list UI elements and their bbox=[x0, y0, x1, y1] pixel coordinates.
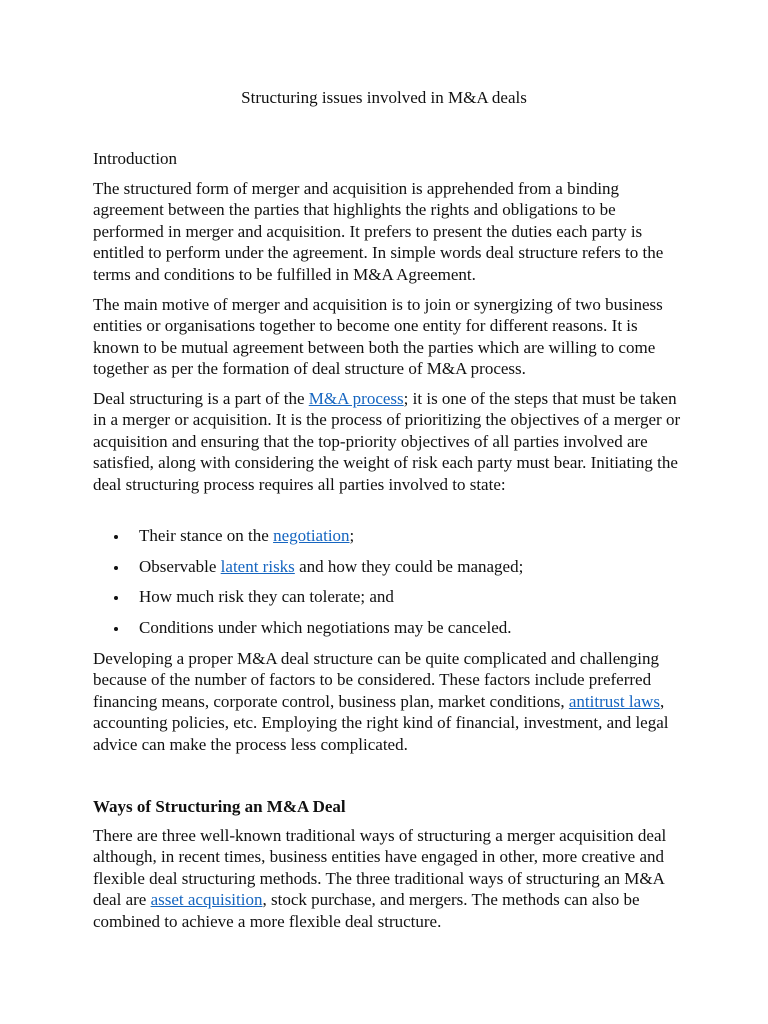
link-negotiation[interactable]: negotiation bbox=[273, 526, 350, 545]
paragraph-deal-structuring bbox=[93, 388, 683, 495]
text: ; bbox=[349, 526, 355, 545]
text: Observable bbox=[139, 556, 221, 576]
list-item bbox=[93, 617, 683, 648]
paragraph-intro: The structured form of merger and acquisition is apprehended from a binding agreement between the parties that highlights the rights and obligations to be performed in merger and acquisition. It prefers to present the duties each party is entitled to perform under the agreement. In simple words deal structure refers to the terms and conditions to be fulfilled in M&A Agreement. bbox=[93, 179, 664, 284]
text: ; it is one of the steps that must be taken in a merger or acquisition. It is the process of prioritizing the objectives of a merger or acquisition and ensuring that the top-priority objectives of all parties involved are satisfied, along with considering the weight of risk each party must bear. Initiating the deal structuring process requires all parties involved to state: bbox=[93, 389, 681, 494]
list-item bbox=[93, 556, 683, 587]
bullet-icon bbox=[114, 596, 118, 600]
text: Developing a proper M&A deal structure can be quite complicated and challenging because of the number of factors to be considered. These factors include preferred financing means, corporate control, business plan, market conditions, bbox=[93, 649, 659, 711]
document-title: Structuring issues involved in M&A deals bbox=[241, 88, 527, 107]
intro-heading: Introduction bbox=[93, 149, 178, 168]
requirements-list bbox=[93, 525, 683, 647]
text: and how they could be managed; bbox=[294, 556, 524, 576]
link-latent-risks[interactable]: latent risks bbox=[220, 556, 295, 576]
link-asset-acquisition[interactable]: asset acquisition bbox=[150, 890, 263, 910]
text: , accounting policies, etc. Employing the right kind of financial, investment, and legal advice can make the process less complicated. bbox=[93, 691, 669, 754]
text: Conditions under which negotiations may be canceled. bbox=[139, 617, 512, 637]
text: , stock purchase, and mergers. The methods can also be combined to achieve a more flexible deal structure. bbox=[93, 890, 640, 931]
bullet-icon bbox=[114, 566, 118, 570]
section-heading: Ways of Structuring an M&A Deal bbox=[93, 797, 346, 816]
bullet-icon bbox=[114, 627, 118, 631]
text: There are three well-known traditional ways of structuring a merger acquisition deal although, in recent times, business entities have engaged in other, more creative and flexible deal structuring methods. The three traditional ways of structuring an M&A deal are bbox=[93, 826, 667, 910]
text: Deal structuring is a part of the bbox=[93, 389, 309, 408]
list-item bbox=[93, 586, 683, 617]
list-item bbox=[93, 525, 683, 556]
paragraph-developing bbox=[93, 648, 683, 755]
paragraph-motive: The main motive of merger and acquisition is to join or synergizing of two business entities or organisations together to become one entity for different reasons. It is known to be mutual agreement between both the parties which are willing to come together as per the formation of deal structure of M&A process. bbox=[93, 295, 663, 379]
text: Their stance on the bbox=[139, 526, 274, 545]
text: How much risk they can tolerate; and bbox=[139, 587, 394, 606]
bullet-icon bbox=[114, 535, 118, 539]
link-antitrust-laws[interactable]: antitrust laws bbox=[568, 691, 661, 711]
paragraph-ways bbox=[93, 825, 683, 932]
link-ma-process[interactable]: M&A process bbox=[308, 389, 404, 408]
